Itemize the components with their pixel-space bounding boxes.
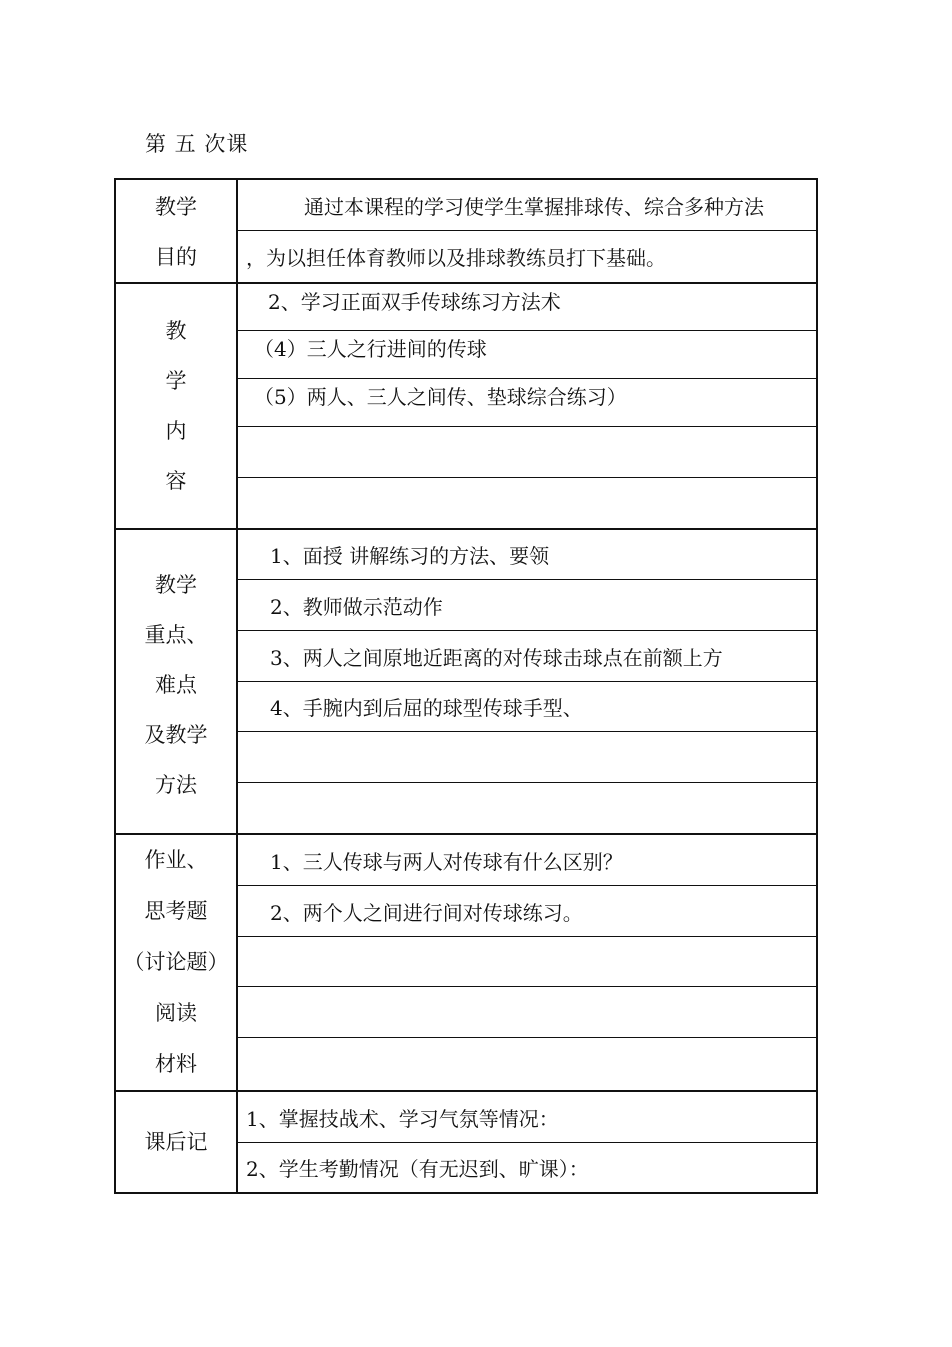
content-row: （4）三人之行进间的传球: [238, 331, 816, 379]
content-row: [238, 1038, 816, 1088]
section-label: [116, 284, 238, 528]
content-row: [238, 427, 816, 478]
content-row: 1、三人传球与两人对传球有什么区别？: [238, 835, 816, 886]
content-row: [238, 987, 816, 1038]
content-row: [238, 937, 816, 987]
content-row: 2、学习正面双手传球练习方法术: [238, 284, 816, 331]
page-title: 第 五 次课: [145, 132, 249, 156]
section-teaching-objective: [116, 180, 816, 284]
content-row: 3、两人之间原地近距离的对传球击球点在前额上方: [238, 631, 816, 682]
section-key-points-methods: [116, 530, 816, 835]
section-label: [116, 180, 238, 282]
section-content: [238, 835, 816, 1090]
content-row: 2、学生考勤情况（有无迟到、旷课）：: [246, 1157, 589, 1181]
section-content: [238, 284, 816, 528]
label-line: 材料: [155, 1052, 197, 1076]
section-content: [238, 1092, 816, 1192]
label-line: 重点、: [144, 622, 208, 647]
label-line: 作业、: [144, 848, 208, 872]
label-line: 课后记: [144, 1130, 208, 1154]
label-line: 学: [165, 369, 187, 393]
section-content: [238, 530, 816, 833]
content-row: 1、掌握技战术、学习气氛等情况：: [238, 1092, 816, 1143]
content-row: 2、教师做示范动作: [238, 580, 816, 631]
lesson-plan-table: [114, 178, 818, 1194]
section-teaching-content: [116, 284, 816, 530]
label-line: 思考题: [144, 899, 208, 923]
label-line: 内: [165, 419, 187, 443]
section-after-class-notes: [116, 1092, 816, 1192]
section-label: [116, 530, 238, 833]
content-row: （5）两人、三人之间传、垫球综合练习）: [238, 379, 816, 427]
label-line: 及教学: [144, 722, 208, 747]
content-row: 4、手腕内到后屈的球型传球手型、: [238, 682, 816, 732]
label-line: 阅读: [155, 1001, 197, 1025]
content-row: [238, 732, 816, 783]
content-row: [238, 783, 816, 833]
label-line: 教学: [155, 195, 197, 219]
label-line: 教: [165, 319, 187, 343]
section-label: [116, 1092, 238, 1192]
section-homework-reading: [116, 835, 816, 1092]
label-line: 容: [165, 469, 187, 493]
label-line: 方法: [155, 772, 197, 797]
label-line: （讨论题）: [123, 950, 229, 974]
content-row: 通过本课程的学习使学生掌握排球传、综合多种方法: [238, 180, 816, 231]
label-line: 难点: [155, 672, 197, 697]
label-line: 教学: [155, 572, 197, 597]
content-row: ，为以担任体育教师以及排球教练员打下基础。: [246, 245, 666, 270]
content-row: 1、面授 讲解练习的方法、要领: [238, 530, 816, 580]
label-line: 目的: [155, 245, 197, 269]
section-label: [116, 835, 238, 1090]
content-row: 2、两个人之间进行间对传球练习。: [238, 886, 816, 937]
content-row: [238, 478, 816, 528]
section-content: [238, 180, 816, 282]
